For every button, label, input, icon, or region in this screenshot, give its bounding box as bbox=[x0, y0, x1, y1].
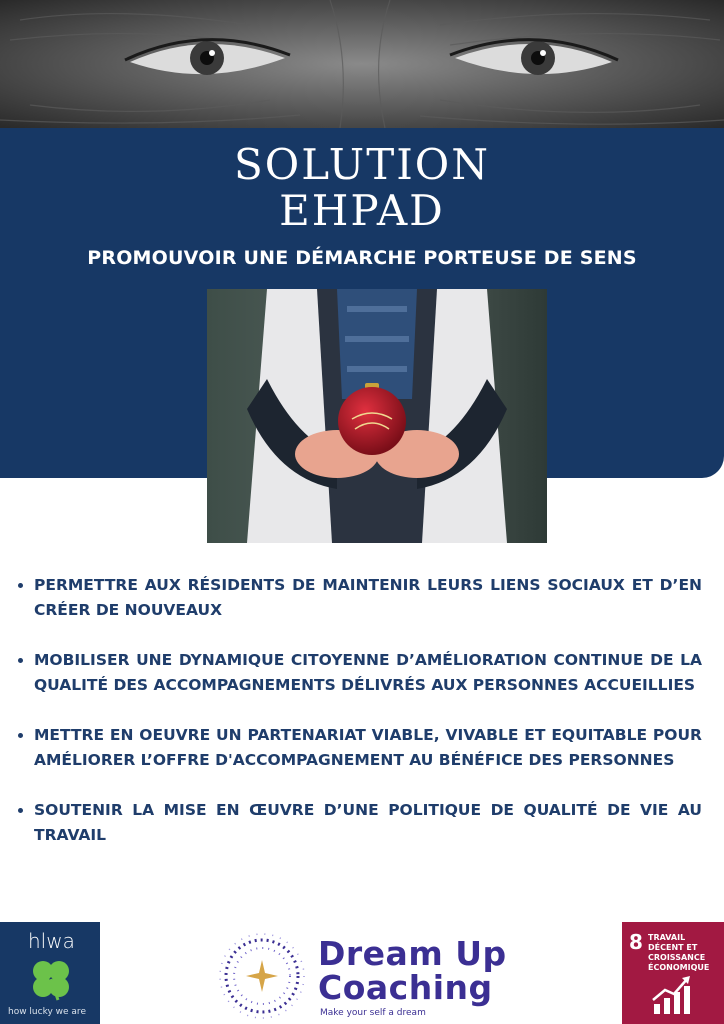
sparkle-circle-icon bbox=[210, 930, 314, 1020]
dream-logo-line2: Coaching bbox=[318, 968, 493, 1007]
list-item bbox=[18, 723, 702, 773]
hlwa-logo-name: hlwa bbox=[28, 929, 75, 953]
page-title-line2: EHPAD bbox=[279, 186, 445, 235]
hands-ornament-photo bbox=[207, 289, 547, 543]
hlwa-logo bbox=[0, 922, 100, 1024]
objectives-list bbox=[18, 573, 702, 873]
hands-ornament-illustration bbox=[207, 289, 547, 543]
sdg-title: TRAVAIL DÉCENT ET CROISSANCE ÉCONOMIQUE bbox=[648, 933, 710, 972]
list-item-text: MOBILISER UNE DYNAMIQUE CITOYENNE D’AMÉLIORATION CONTINUE DE LA QUALITÉ DES ACCOMPAGNEMENTS DÉLIVRÉS AUX PERSONNES ACCUEILLIES bbox=[34, 651, 702, 694]
page-subtitle: PROMOUVOIR UNE DÉMARCHE PORTEUSE DE SENS bbox=[87, 247, 637, 269]
growth-chart-icon bbox=[650, 974, 696, 1016]
list-item bbox=[18, 798, 702, 848]
dream-up-coaching-logo bbox=[210, 930, 520, 1020]
bullet-dot bbox=[18, 583, 23, 588]
page-title-line1: SOLUTION bbox=[234, 140, 490, 189]
list-item-text: PERMETTRE AUX RÉSIDENTS DE MAINTENIR LEURS LIENS SOCIAUX ET D’EN CRÉER DE NOUVEAUX bbox=[34, 576, 702, 619]
hero-eyes-photo bbox=[0, 0, 724, 128]
eyes-illustration bbox=[0, 0, 724, 128]
dream-logo-tagline: Make your self a dream bbox=[320, 1008, 426, 1018]
sdg-8-badge bbox=[622, 922, 724, 1024]
list-item bbox=[18, 573, 702, 623]
list-item-text: METTRE EN OEUVRE UN PARTENARIAT VIABLE, VIVABLE ET EQUITABLE POUR AMÉLIORER L’OFFRE D'ACCOMPAGNEMENT AU BÉNÉFICE DES PERSONNES bbox=[34, 726, 702, 769]
bullet-dot bbox=[18, 658, 23, 663]
hlwa-logo-tagline: how lucky we are bbox=[8, 1007, 86, 1017]
bullet-dot bbox=[18, 733, 23, 738]
list-item bbox=[18, 648, 702, 698]
list-item-text: SOUTENIR LA MISE EN ŒUVRE D’UNE POLITIQUE DE QUALITÉ DE VIE AU TRAVAIL bbox=[34, 801, 702, 844]
sdg-number: 8 bbox=[629, 930, 643, 954]
clover-icon bbox=[28, 956, 74, 1002]
bullet-dot bbox=[18, 808, 23, 813]
dream-logo-line1: Dream Up bbox=[318, 934, 507, 973]
